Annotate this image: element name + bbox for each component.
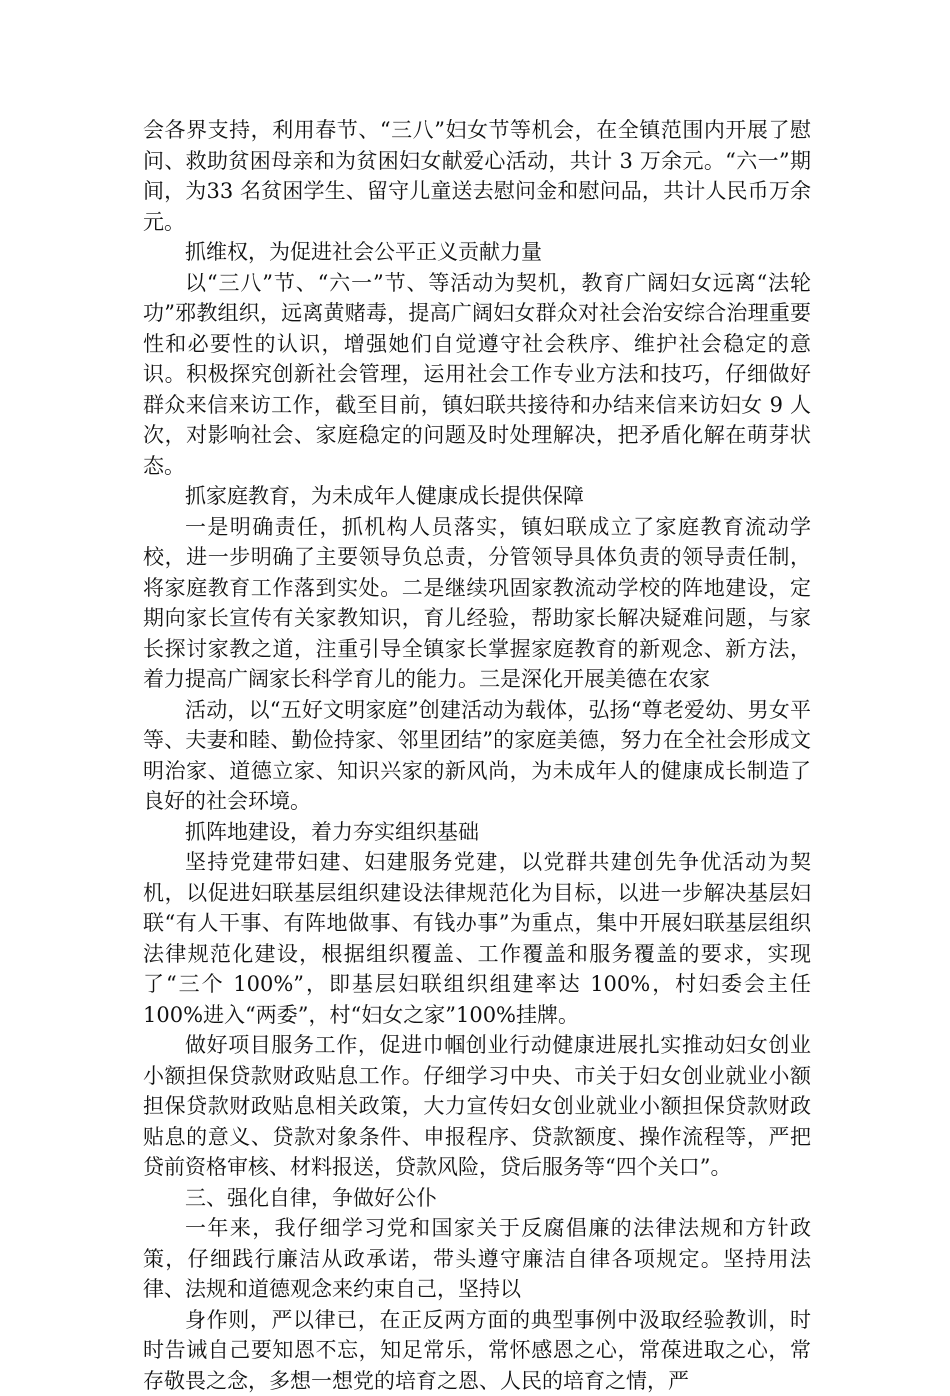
paragraph-1: 会各界支持，利用春节、“三八”妇女节等机会，在全镇范围内开展了慰问、救助贫困母亲和为贫困妇女献爱心活动，共计 3 万余元。“六一”期间，为33 名贫困学生、留守儿童送去慰问金和慰问品，共计人民币万余元。	[143, 115, 811, 237]
paragraph-family-education: 一是明确责任，抓机构人员落实，镇妇联成立了家庭教育流动学校，进一步明确了主要领导负总责，分管领导具体负责的领导责任制，将家庭教育工作落到实处。二是继续巩固家教流动学校的阵地建设，定期向家长宣传有关家教知识，育儿经验，帮助家长解决疑难问题，与家长探讨家教之道，注重引导全镇家长掌握家庭教育的新观念、新方法，着力提高广阔家长科学育儿的能力。三是深化开展美德在农家	[143, 512, 811, 695]
paragraph-organization: 坚持党建带妇建、妇建服务党建，以党群共建创先争优活动为契机，以促进妇联基层组织建设法律规范化为目标，以进一步解决基层妇联“有人干事、有阵地做事、有钱办事”为重点，集中开展妇联基层组织法律规范化建设，根据组织覆盖、工作覆盖和服务覆盖的要求，实现了“三个 100%”，即基层妇联组织组建率达 100%，村妇委会主任 100%进入“两委”，村“妇女之家”100%挂牌。	[143, 847, 811, 1030]
section-heading-rights: 抓维权，为促进社会公平正义贡献力量	[143, 237, 811, 268]
section-heading-family-education: 抓家庭教育，为未成年人健康成长提供保障	[143, 481, 811, 512]
paragraph-family-virtue: 活动，以“五好文明家庭”创建活动为载体，弘扬“尊老爱幼、男女平等、夫妻和睦、勤俭持家、邻里团结”的家庭美德，努力在全社会形成文明治家、道德立家、知识兴家的新风尚，为未成年人的健康成长制造了良好的社会环境。	[143, 695, 811, 817]
paragraph-self-discipline-cont: 身作则，严以律已，在正反两方面的典型事例中汲取经验教训，时时告诫自己要知恩不忘，知足常乐，常怀感恩之心，常葆进取之心，常存敬畏之念，多想一想党的培育之恩、人民的培育之情，严	[143, 1305, 811, 1396]
paragraph-rights: 以“三八”节、“六一”节、等活动为契机，教育广阔妇女远离“法轮功”邪教组织，远离黄赌毒，提高广阔妇女群众对社会治安综合治理重要性和必要性的认识，增强她们自觉遵守社会秩序、维护社会稳定的意识。积极探究创新社会管理，运用社会工作专业方法和技巧，仔细做好群众来信来访工作，截至目前，镇妇联共接待和办结来信来访妇女 9 人次，对影响社会、家庭稳定的问题及时处理解决，把矛盾化解在萌芽状态。	[143, 268, 811, 482]
paragraph-self-discipline: 一年来，我仔细学习党和国家关于反腐倡廉的法律法规和方针政策，仔细践行廉洁从政承诺，带头遵守廉洁自律各项规定。坚持用法律、法规和道德观念来约束自己，坚持以	[143, 1213, 811, 1305]
section-heading-organization: 抓阵地建设，着力夯实组织基础	[143, 817, 811, 848]
document-body	[143, 115, 811, 1396]
section-heading-self-discipline: 三、强化自律，争做好公仆	[143, 1183, 811, 1214]
paragraph-project-service: 做好项目服务工作，促进巾帼创业行动健康进展扎实推动妇女创业小额担保贷款财政贴息工作。仔细学习中央、市关于妇女创业就业小额担保贷款财政贴息相关政策，大力宣传妇女创业就业小额担保贷款财政贴息的意义、贷款对象条件、申报程序、贷款额度、操作流程等，严把贷前资格审核、材料报送，贷款风险，贷后服务等“四个关口”。	[143, 1030, 811, 1183]
